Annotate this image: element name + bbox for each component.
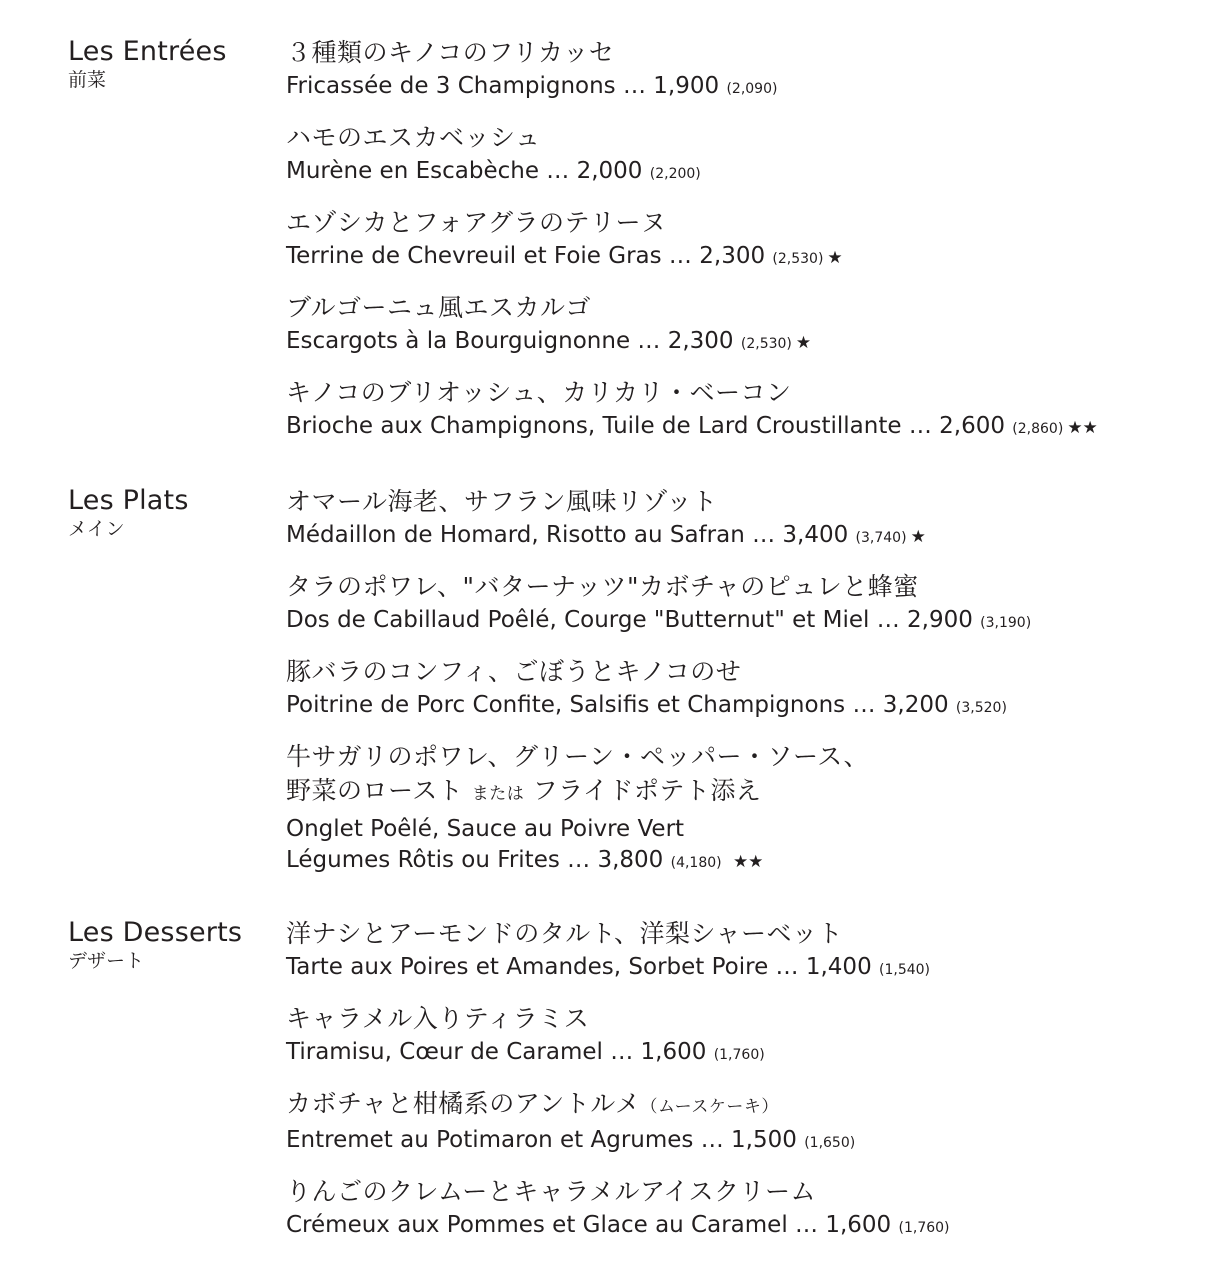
dish-name-fr (286, 240, 1098, 275)
dish-name-fr (286, 1036, 950, 1071)
dish-name-fr-line2 (286, 845, 1031, 878)
dish-name-jp: ブルゴーニュ風エスカルゴ (286, 293, 592, 322)
price-with-tax: (3,190) (980, 615, 1032, 631)
dish-name-fr (286, 410, 1098, 445)
menu-item (286, 291, 1098, 360)
menu-list (286, 485, 1031, 894)
dish-fr-price: Poitrine de Porc Confite, Salsifis et Champignons … 3,200 (286, 692, 949, 718)
dish-name-fr (286, 604, 1031, 639)
dish-name-jp: キャラメル入りティラミス (286, 1004, 590, 1033)
dish-name-fr (286, 951, 950, 986)
dish-name-fr (286, 1209, 950, 1244)
section-title-jp: デザート (68, 950, 145, 972)
price-with-tax: (4,180) (670, 855, 722, 871)
dish-name-fr (286, 689, 1031, 724)
dish-fr-price: Brioche aux Champignons, Tuile de Lard Croustillante … 2,600 (286, 413, 1005, 439)
dish-name-fr (286, 70, 1098, 105)
dish-jp-part: 野菜のロースト (286, 776, 464, 805)
dish-jp-note: （ムースケーキ） (640, 1097, 779, 1117)
dish-name-jp: りんごのクレムーとキャラメルアイスクリーム (286, 1177, 817, 1206)
dish-name-fr (286, 155, 1098, 190)
dish-fr-price: Escargots à la Bourguignonne … 2,300 (286, 328, 734, 354)
menu-item (286, 121, 1098, 190)
dish-name-jp: 牛サガリのポワレ、グリーン・ペッパー・ソース、 (286, 742, 870, 771)
dish-name-jp: 洋ナシとアーモンドのタルト、洋梨シャーベット (286, 919, 844, 948)
price-with-tax: (2,530) (772, 251, 824, 267)
section-title-jp: 前菜 (68, 69, 107, 91)
price-with-tax: (1,650) (804, 1135, 856, 1151)
star-rating: ★★ (1067, 418, 1098, 438)
section-heading (68, 485, 189, 541)
star-rating: ★ (910, 527, 926, 547)
dish-jp-conjunction: または (471, 784, 525, 804)
dish-fr-price: Médaillon de Homard, Risotto au Safran … 3,400 (286, 522, 849, 548)
price-with-tax: (1,540) (879, 962, 931, 978)
section-title-fr: Les Plats (68, 485, 189, 516)
dish-name-jp: タラのポワレ、"バターナッツ"カボチャのピュレと蜂蜜 (286, 572, 919, 601)
menu-item (286, 485, 1031, 554)
star-rating: ★ (827, 248, 843, 268)
dish-name-fr (286, 519, 1031, 554)
dish-fr-price: Tiramisu, Cœur de Caramel … 1,600 (286, 1039, 707, 1065)
dish-fr-price: Terrine de Chevreuil et Foie Gras … 2,300 (286, 243, 766, 269)
dish-fr-price: Murène en Escabèche … 2,000 (286, 158, 643, 184)
price-with-tax: (3,740) (855, 530, 907, 546)
price-with-tax: (2,530) (740, 336, 792, 352)
dish-name-jp (286, 1087, 950, 1124)
menu-item (286, 36, 1098, 105)
dish-fr-price: Légumes Rôtis ou Frites … 3,800 (286, 847, 664, 873)
dish-name-fr: Onglet Poêlé, Sauce au Poivre Vert (286, 816, 685, 842)
section-heading (68, 917, 242, 973)
section-heading (68, 36, 227, 92)
dish-fr-price: Entremet au Potimaron et Agrumes … 1,500 (286, 1127, 797, 1153)
menu-item (286, 376, 1098, 445)
dish-jp-part: フライドポテト添え (532, 776, 762, 805)
menu-item (286, 570, 1031, 639)
price-with-tax: (1,760) (898, 1220, 950, 1236)
dish-name-jp: エゾシカとフォアグラのテリーヌ (286, 208, 667, 237)
dish-name-jp: キノコのブリオッシュ、カリカリ・ベーコン (286, 378, 792, 407)
dish-name-fr (286, 1124, 950, 1159)
dish-name-fr (286, 325, 1098, 360)
dish-name-jp-line2 (286, 774, 1031, 811)
menu-item (286, 1002, 950, 1071)
menu-list (286, 36, 1098, 461)
price-with-tax: (2,200) (649, 166, 701, 182)
menu-item (286, 917, 950, 986)
dish-fr-price: Tarte aux Poires et Amandes, Sorbet Poire … 1,400 (286, 954, 872, 980)
price-with-tax: (3,520) (955, 700, 1007, 716)
star-rating: ★★ (732, 852, 764, 872)
dish-jp-part: カボチャと柑橘系のアントルメ (286, 1089, 641, 1118)
dish-name-jp: ３種類のキノコのフリカッセ (286, 38, 615, 67)
price-with-tax: (2,090) (726, 81, 778, 97)
price-with-tax: (1,760) (713, 1047, 765, 1063)
star-rating: ★ (795, 333, 812, 353)
menu-item (286, 740, 1031, 878)
dish-name-jp: オマール海老、サフラン風味リゾット (286, 487, 718, 516)
dish-fr-price: Crémeux aux Pommes et Glace au Caramel … 1,600 (286, 1212, 892, 1238)
price-with-tax: (2,860) (1012, 421, 1064, 437)
dish-name-jp: 豚バラのコンフィ、ごぼうとキノコのせ (286, 657, 742, 686)
menu-item (286, 1175, 950, 1244)
dish-name-jp: ハモのエスカベッシュ (286, 123, 541, 152)
menu-item (286, 655, 1031, 724)
menu-list (286, 917, 950, 1260)
section-title-fr: Les Desserts (68, 917, 243, 948)
section-title-fr: Les Entrées (68, 36, 227, 67)
dish-fr-price: Dos de Cabillaud Poêlé, Courge "Butternut" et Miel … 2,900 (286, 607, 973, 633)
dish-fr-price: Fricassée de 3 Champignons … 1,900 (286, 73, 720, 99)
section-title-jp: メイン (68, 518, 125, 540)
menu-item (286, 206, 1098, 275)
menu-item (286, 1087, 950, 1159)
